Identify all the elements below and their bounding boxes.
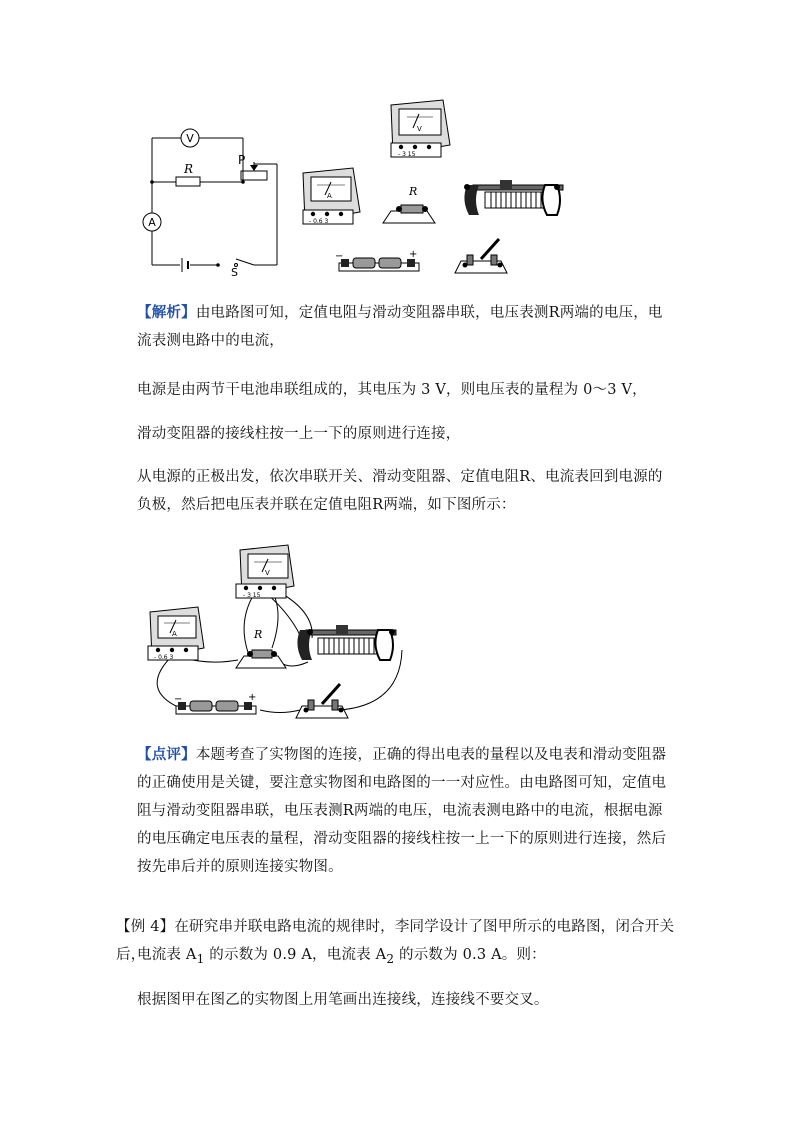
comment-text: 本题考查了实物图的连接，正确的得出电表的量程以及电表和滑动变阻器的正确使用是关键，要注意实物图和电路图的一一对应性。由电路图可知，定值电阻与滑动变阻器串联，电压表测R两端的电压，电流表测电路中的电流，根据电源的电压确定电压表的量程，滑动变阻器的接线柱按一上一下的原则进行连接，然后按先串后并的原则连接实物图。 xyxy=(137,747,667,875)
connected-battery-minus: − xyxy=(174,694,183,705)
analysis-paragraph-1 xyxy=(137,299,677,355)
switch-symbol-label: S xyxy=(231,266,238,278)
comment-paragraph xyxy=(137,741,677,881)
connected-ammeter xyxy=(148,607,204,661)
voltmeter-face-label: V xyxy=(417,125,422,133)
connected-ammeter-terminals: - 0.6 3 xyxy=(154,654,174,661)
ammeter-face-label: A xyxy=(327,192,332,200)
connected-voltmeter xyxy=(236,545,294,599)
connected-resistor-label: R xyxy=(254,628,263,641)
analysis-paragraph-4: 从电源的正极出发，依次串联开关、滑动变阻器、定值电阻R、电流表回到电源的负极，然后把电压表并联在定值电阻R两端，如下图所示： xyxy=(137,469,663,513)
connected-battery xyxy=(174,692,256,714)
example4-tag: 【例 4】 xyxy=(116,919,175,935)
connected-ammeter-face: A xyxy=(172,630,177,638)
comment-tag: 【点评】 xyxy=(137,746,196,763)
example4-text-2b: 的示数为 0.9 A，电流表 A xyxy=(204,947,387,963)
connected-circuit-figure xyxy=(140,540,430,725)
ammeter-terminal-labels: - 0.6 3 xyxy=(309,218,329,225)
circuit-diagram xyxy=(130,118,300,278)
connected-battery-plus: + xyxy=(248,692,257,703)
switch-device xyxy=(455,239,507,273)
components-figure xyxy=(295,95,575,280)
connected-resistor xyxy=(236,628,286,668)
connected-voltmeter-face: V xyxy=(265,569,270,577)
example4-line-3: 根据图甲在图乙的实物图上用笔画出连接线，连接线不要交叉。 xyxy=(137,992,549,1008)
voltmeter-device xyxy=(391,100,450,158)
resistor-symbol-label: R xyxy=(184,162,194,176)
analysis-paragraph-3: 滑动变阻器的接线柱按一上一下的原则进行连接， xyxy=(137,426,461,442)
example4-text-1: 在研究串并联电路电流的规律时，李同学设计了图甲所示的电路图，闭合开关后， xyxy=(116,919,675,963)
ammeter-a2-subscript: 2 xyxy=(386,951,395,966)
example4-line-2 xyxy=(137,941,677,973)
example4-text-2a: 电流表 A xyxy=(137,947,197,963)
ammeter-a1-subscript: 1 xyxy=(196,951,205,966)
ammeter-device xyxy=(303,168,360,225)
ammeter-symbol-label: A xyxy=(148,216,156,229)
battery-minus-label: − xyxy=(335,251,344,262)
analysis-text-1: 由电路图可知，定值电阻与滑动变阻器串联，电压表测R两端的电压，电流表测电路中的电流， xyxy=(137,305,663,349)
rheostat-device xyxy=(464,180,563,215)
voltmeter-terminal-labels: - 3 15 xyxy=(398,151,416,158)
analysis-tag: 【解析】 xyxy=(137,304,196,321)
battery-plus-label: + xyxy=(409,249,418,260)
connected-switch xyxy=(296,684,348,718)
battery-device xyxy=(335,249,419,271)
slider-symbol-label: P xyxy=(238,153,246,167)
resistor-device xyxy=(383,185,435,223)
connected-rheostat xyxy=(297,625,396,660)
resistor-device-label: R xyxy=(409,185,418,198)
voltmeter-symbol-label: V xyxy=(186,132,194,145)
analysis-paragraph-2: 电源是由两节干电池串联组成的，其电压为 3 V，则电压表的量程为 0～3 V， xyxy=(137,382,647,398)
example4-text-2c: 的示数为 0.3 A。则： xyxy=(394,947,546,963)
connected-voltmeter-terminals: - 3 15 xyxy=(243,592,261,599)
